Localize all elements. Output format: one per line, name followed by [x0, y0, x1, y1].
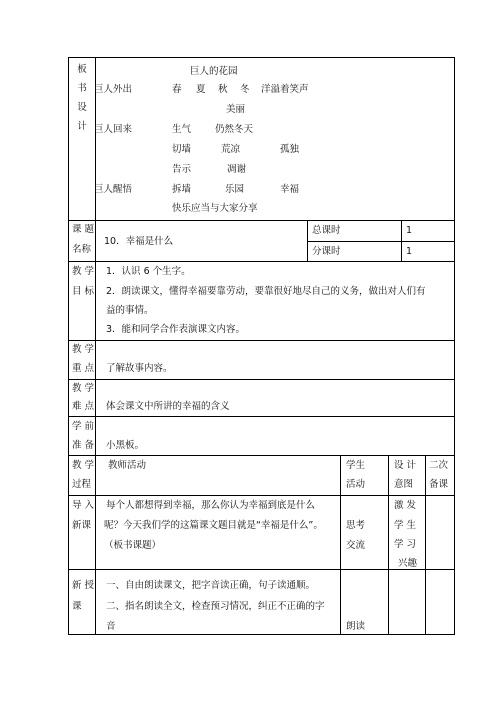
intro-student-activity: 交流	[346, 540, 366, 551]
board-item: 冬	[240, 84, 250, 95]
total-hours-label: 总课时	[312, 225, 341, 236]
focus-text: 了解故事内容。	[106, 363, 173, 374]
board-item: 秋	[218, 84, 228, 95]
board-item: 乐园	[225, 184, 245, 195]
goal-line: 益的事情。	[106, 305, 154, 316]
sub-hours-value: 1	[406, 246, 413, 257]
board-item: 凋谢	[227, 164, 247, 175]
board-title: 巨人的花园	[190, 66, 238, 77]
board-item: 夏	[196, 84, 206, 95]
difficulty-label: 难 点	[72, 401, 95, 412]
process-label: 教 学	[72, 460, 95, 471]
total-hours-value: 1	[406, 225, 413, 236]
row-divider	[68, 455, 455, 456]
intro-line: （板书课题）	[104, 540, 162, 551]
col-divider	[340, 455, 341, 635]
board-item: 幸福	[280, 184, 300, 195]
intro-student-activity: 思考	[346, 520, 366, 531]
prep-label: 准 备	[72, 440, 95, 451]
second-prep-header: 备课	[429, 479, 449, 490]
row-divider	[68, 261, 455, 262]
col-divider	[425, 455, 426, 635]
intro-design-intent: 学 习	[394, 539, 417, 550]
design-intent-header: 意图	[394, 479, 414, 490]
student-activity-header: 学生	[346, 460, 366, 471]
focus-label: 教 学	[72, 344, 95, 355]
design-intent-header: 设 计	[394, 460, 417, 471]
row-divider	[68, 379, 455, 380]
goal-line: 2．朗读课文，懂得幸福要靠劳动，要靠很好地尽自己的义务，做出对人们有	[106, 286, 426, 297]
focus-label: 重 点	[72, 363, 95, 374]
new-lesson-student-activity: 朗读	[346, 621, 366, 632]
col-divider	[401, 220, 402, 261]
row-divider	[307, 241, 455, 242]
prep-label: 学 前	[72, 421, 95, 432]
col-divider	[307, 220, 308, 261]
sub-hours-label: 分课时	[312, 246, 341, 257]
intro-label: 导 入	[72, 500, 95, 511]
row-divider	[68, 495, 455, 496]
board-item: 荒凉	[221, 144, 241, 155]
board-label-char: 书	[77, 83, 87, 94]
intro-label: 新课	[72, 520, 92, 531]
row-divider	[68, 340, 455, 341]
label-column-divider	[95, 57, 96, 635]
board-item: 洋溢着笑声	[261, 84, 309, 95]
board-label-char: 板	[77, 64, 87, 75]
board-item: 告示	[172, 164, 192, 175]
process-label: 过程	[72, 479, 92, 490]
board-item: 生气	[172, 124, 192, 135]
goals-label: 教 学	[72, 266, 95, 277]
lesson-label: 课 题	[72, 224, 95, 235]
intro-design-intent: 学 生	[394, 520, 417, 531]
new-lesson-line: 二、指名朗读全文，检查预习情况，纠正不正确的字	[106, 601, 325, 612]
board-row-head: 巨人醒悟	[94, 184, 133, 195]
board-item: 快乐应当与大家分享	[172, 203, 258, 214]
difficulty-label: 教 学	[72, 383, 95, 394]
board-item: 孤独	[280, 144, 300, 155]
student-activity-header: 活动	[346, 479, 366, 490]
board-row-head: 巨人外出	[94, 84, 133, 95]
teacher-activity-header: 教师活动	[108, 460, 147, 471]
lesson-title: 10．幸福是什么	[104, 236, 174, 247]
col-divider	[388, 455, 389, 635]
row-divider	[68, 416, 455, 417]
goal-line: 3．能和同学合作表演课文内容。	[106, 324, 246, 335]
row-divider	[68, 220, 455, 221]
goals-label: 目 标	[72, 286, 95, 297]
board-item: 仍然冬天	[215, 124, 254, 135]
board-item: 切墙	[172, 144, 192, 155]
new-lesson-line: 音	[106, 621, 116, 632]
intro-design-intent: 兴趣	[398, 558, 418, 569]
board-item: 春	[172, 84, 182, 95]
new-lesson-label: 课	[72, 601, 82, 612]
prep-text: 小黑板。	[106, 440, 145, 451]
lesson-plan-table	[68, 57, 455, 635]
row-divider	[68, 569, 455, 570]
board-item: 拆墙	[172, 184, 192, 195]
new-lesson-line: 一、自由朗读课文，把字音读正确，句子读通顺。	[106, 580, 316, 591]
lesson-label: 名称	[72, 244, 92, 255]
intro-line: 呢？今天我们学的这篇课文题目就是“幸福是什么”。	[104, 520, 323, 531]
board-label-char: 设	[77, 102, 87, 113]
board-item: 美丽	[226, 104, 246, 115]
intro-line: 每个人都想得到幸福，那么你认为幸福到底是什么	[106, 500, 316, 511]
second-prep-header: 二次	[429, 460, 449, 471]
goal-line: 1．认识 6 个生字。	[106, 266, 191, 277]
intro-design-intent: 激 发	[394, 500, 417, 511]
board-row-head: 巨人回来	[94, 124, 133, 135]
difficulty-text: 体会课文中所讲的幸福的含义	[106, 401, 230, 412]
board-label-char: 计	[77, 121, 87, 132]
new-lesson-label: 新 授	[72, 580, 95, 591]
